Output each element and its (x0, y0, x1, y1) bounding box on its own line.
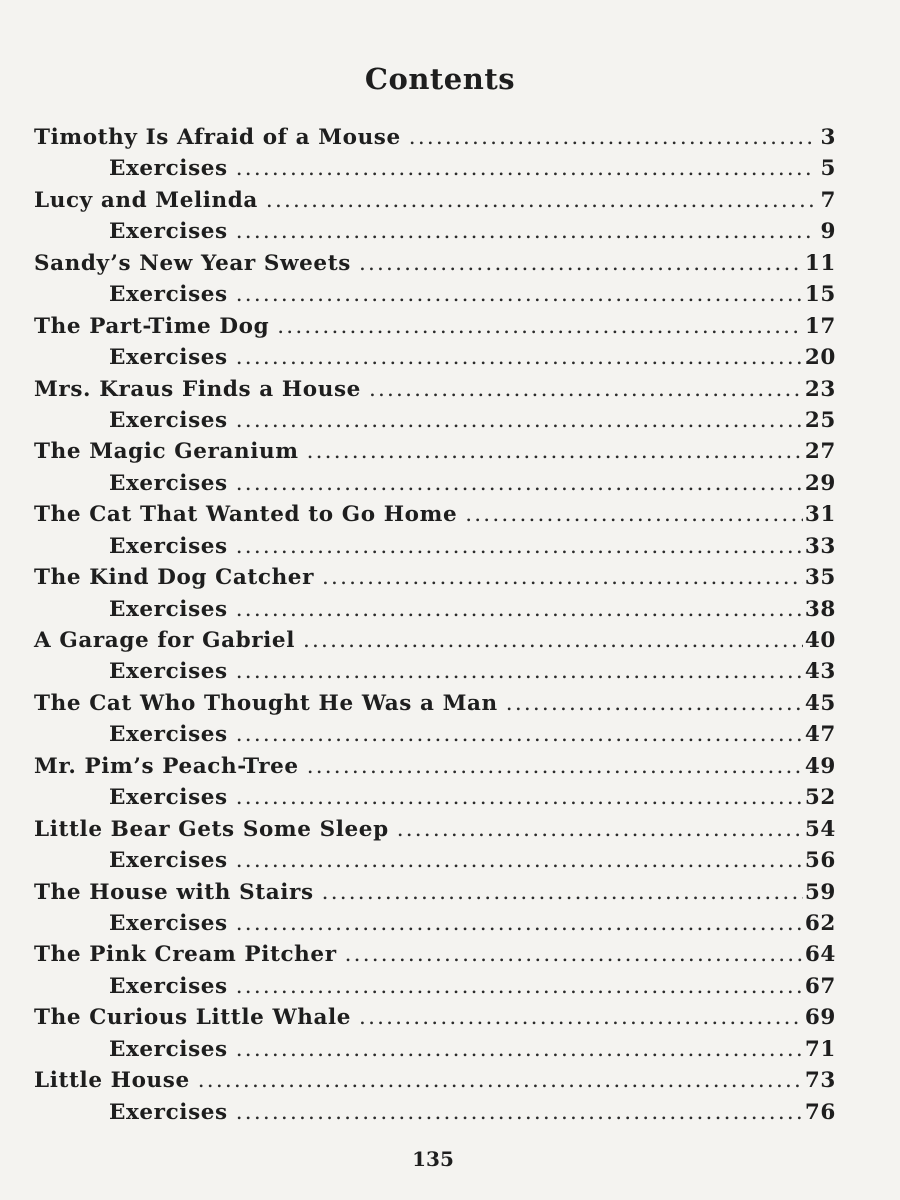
toc-entry-title: Exercises (109, 785, 228, 811)
dot-leader (359, 1002, 803, 1033)
toc-entry-story (34, 562, 836, 593)
dot-leader (359, 248, 803, 279)
dot-leader (307, 436, 803, 467)
dot-leader (236, 719, 803, 750)
toc-entry-exercises (34, 971, 836, 1002)
toc-entry-exercises (34, 342, 836, 373)
dot-leader (506, 688, 803, 719)
dot-leader (369, 374, 803, 405)
dot-leader (236, 908, 803, 939)
toc-entry-page: 25 (804, 407, 836, 433)
toc-entry-story (34, 1002, 836, 1033)
toc-entry-page: 59 (804, 879, 836, 905)
toc-entry-story (34, 625, 836, 656)
toc-entry-title: The Curious Little Whale (34, 1005, 352, 1031)
toc-entry-title: Exercises (109, 345, 228, 371)
toc-entry-exercises (34, 216, 836, 247)
toc-entry-exercises (34, 908, 836, 939)
toc-entry-page: 15 (804, 282, 836, 308)
toc-entry-page: 71 (804, 1036, 836, 1062)
toc-entry-title: A Garage for Gabriel (34, 628, 295, 653)
toc-entry-title: The Part-Time Dog (34, 313, 270, 339)
toc-entry-title: Exercises (109, 596, 228, 622)
dot-leader (322, 877, 803, 908)
toc-entry-story (34, 814, 836, 845)
dot-leader (307, 751, 803, 782)
toc-entry-exercises (34, 656, 836, 687)
toc-entry-title: Exercises (109, 407, 228, 433)
toc-entry-page: 17 (804, 313, 836, 339)
toc-entry-exercises (34, 279, 836, 310)
toc-entry-story (34, 311, 836, 342)
toc-entry-title: The Cat That Wanted to Go Home (34, 502, 458, 528)
toc-entry-title: Exercises (109, 533, 228, 559)
dot-leader (409, 122, 814, 153)
toc-entry-title: Timothy Is Afraid of a Mouse (34, 125, 401, 150)
dot-leader (236, 1034, 803, 1065)
toc-entry-story (34, 688, 836, 719)
dot-leader (236, 342, 803, 373)
toc-entry-title: Exercises (109, 973, 228, 999)
toc-entry-page: 9 (820, 219, 836, 245)
dot-leader (236, 845, 803, 876)
toc-entry-story (34, 374, 836, 405)
toc-entry-story (34, 751, 836, 782)
dot-leader (236, 468, 803, 499)
toc-entry-exercises (34, 405, 836, 436)
toc-entry-page: 3 (820, 125, 836, 150)
toc-entry-title: Exercises (109, 848, 228, 874)
dot-leader (236, 656, 803, 687)
toc-entry-exercises (34, 468, 836, 499)
toc-entry-page: 52 (804, 785, 836, 811)
toc-entry-page: 27 (804, 439, 836, 465)
toc-entry-page: 45 (804, 690, 836, 716)
toc-entry-story (34, 248, 836, 279)
toc-entry-page: 54 (804, 816, 836, 842)
toc-entry-page: 7 (820, 187, 836, 213)
toc-entry-title: Mrs. Kraus Finds a House (34, 376, 361, 402)
dot-leader (236, 279, 803, 310)
table-of-contents (34, 122, 836, 1128)
dot-leader (345, 939, 803, 970)
toc-entry-exercises (34, 845, 836, 876)
page-title: Contents (364, 62, 516, 96)
toc-entry-exercises (34, 1097, 836, 1128)
toc-entry-page: 76 (804, 1099, 836, 1125)
toc-entry-story (34, 185, 836, 216)
toc-entry-page: 33 (804, 533, 836, 559)
toc-entry-story (34, 1065, 836, 1096)
dot-leader (465, 499, 803, 530)
dot-leader (277, 311, 803, 342)
toc-entry-title: Lucy and Melinda (34, 187, 258, 213)
toc-entry-exercises (34, 594, 836, 625)
toc-entry-page: 31 (804, 502, 836, 528)
toc-entry-title: Little House (34, 1068, 190, 1094)
dot-leader (236, 594, 803, 625)
toc-entry-page: 38 (804, 596, 836, 622)
toc-entry-page: 64 (804, 942, 836, 968)
toc-entry-title: Exercises (109, 219, 228, 245)
toc-entry-title: The Pink Cream Pitcher (34, 942, 337, 968)
dot-leader (198, 1065, 803, 1096)
dot-leader (236, 1097, 803, 1128)
toc-entry-page: 20 (804, 345, 836, 371)
toc-entry-exercises (34, 782, 836, 813)
toc-entry-title: Little Bear Gets Some Sleep (34, 816, 389, 842)
toc-entry-page: 69 (804, 1005, 836, 1031)
dot-leader (236, 153, 814, 184)
toc-entry-title: Sandy’s New Year Sweets (34, 250, 351, 276)
toc-entry-page: 62 (804, 910, 836, 936)
toc-entry-title: Mr. Pim’s Peach-Tree (34, 753, 299, 779)
toc-entry-story (34, 436, 836, 467)
toc-entry-story (34, 122, 836, 153)
toc-entry-page: 56 (804, 848, 836, 874)
dot-leader (236, 971, 803, 1002)
toc-entry-title: Exercises (109, 910, 228, 936)
toc-entry-page: 35 (804, 565, 836, 591)
toc-entry-title: Exercises (109, 659, 228, 685)
dot-leader (236, 405, 803, 436)
toc-entry-title: Exercises (109, 1036, 228, 1062)
toc-entry-page: 47 (804, 722, 836, 748)
toc-entry-page: 11 (804, 250, 836, 276)
toc-entry-exercises (34, 1034, 836, 1065)
dot-leader (303, 625, 803, 656)
dot-leader (236, 216, 814, 247)
toc-entry-story (34, 499, 836, 530)
page-number: 135 (412, 1147, 454, 1171)
dot-leader (236, 531, 803, 562)
toc-entry-page: 73 (804, 1068, 836, 1094)
toc-entry-exercises (34, 719, 836, 750)
dot-leader (397, 814, 803, 845)
toc-entry-exercises (34, 153, 836, 184)
toc-entry-page: 40 (804, 628, 836, 653)
toc-entry-page: 67 (804, 973, 836, 999)
toc-entry-page: 49 (804, 753, 836, 779)
toc-entry-title: Exercises (109, 282, 228, 308)
toc-entry-page: 29 (804, 470, 836, 496)
dot-leader (236, 782, 803, 813)
toc-entry-page: 5 (820, 156, 836, 182)
toc-entry-story (34, 939, 836, 970)
toc-entry-title: Exercises (109, 156, 228, 182)
toc-entry-title: Exercises (109, 722, 228, 748)
toc-entry-title: Exercises (109, 1099, 228, 1125)
toc-entry-title: Exercises (109, 470, 228, 496)
toc-entry-page: 43 (804, 659, 836, 685)
toc-entry-title: The House with Stairs (34, 879, 314, 905)
toc-entry-title: The Cat Who Thought He Was a Man (34, 690, 498, 716)
toc-entry-exercises (34, 531, 836, 562)
dot-leader (322, 562, 803, 593)
toc-entry-title: The Kind Dog Catcher (34, 565, 315, 591)
dot-leader (266, 185, 814, 216)
toc-entry-page: 23 (804, 376, 836, 402)
toc-entry-story (34, 877, 836, 908)
toc-entry-title: The Magic Geranium (34, 439, 299, 465)
